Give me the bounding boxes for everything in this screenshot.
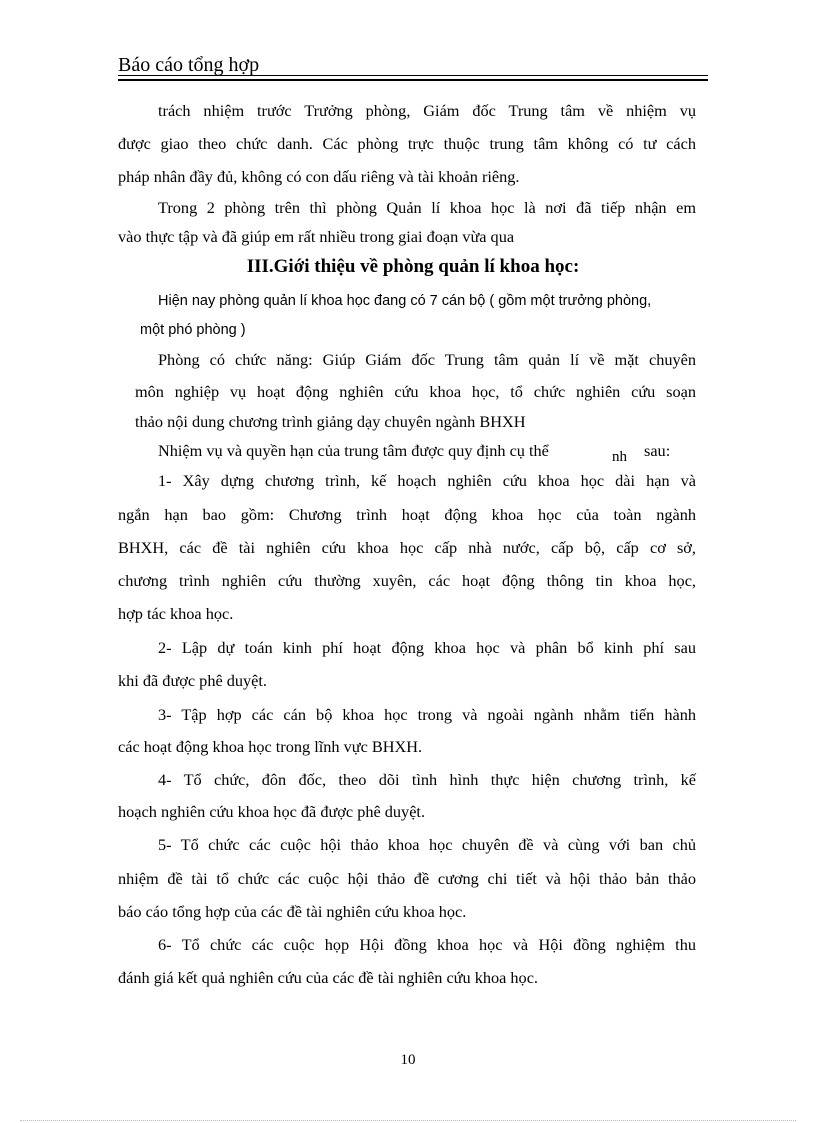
- page-header: [118, 52, 708, 80]
- text-line-subscript: nh: [612, 449, 627, 465]
- text-line: 4- Tổ chức, đôn đốc, theo dõi tình hình thực hiện chương trình, kế: [158, 770, 696, 789]
- text-line: ngắn hạn bao gồm: Chương trình hoạt động khoa học của toàn ngành: [118, 505, 696, 524]
- text-line: một phó phòng ): [140, 322, 246, 338]
- header-title: Báo cáo tổng hợp: [118, 54, 260, 76]
- text-line: hoạch nghiên cứu khoa học đã được phê duyệt.: [118, 802, 426, 821]
- text-line: đánh giá kết quả nghiên cứu của các đề tài nghiên cứu khoa học.: [118, 968, 538, 987]
- text-line: Trong 2 phòng trên thì phòng Quản lí khoa học là nơi đã tiếp nhận em: [158, 198, 696, 217]
- header-rule-thick: [118, 79, 708, 81]
- page-bottom-divider: [20, 1120, 796, 1121]
- text-line: vào thực tập và đã giúp em rất nhiều trong giai đoạn vừa qua: [118, 227, 515, 246]
- text-line: khi đã được phê duyệt.: [118, 671, 268, 690]
- text-line: hợp tác khoa học.: [118, 604, 234, 623]
- text-line: 2- Lập dự toán kinh phí hoạt động khoa học và phân bổ kinh phí sau: [158, 638, 696, 657]
- text-line: 3- Tập hợp các cán bộ khoa học trong và ngoài ngành nhằm tiến hành: [158, 705, 696, 724]
- text-line: sau:: [644, 441, 671, 460]
- page-number: 10: [400, 1052, 416, 1068]
- text-line: Nhiệm vụ và quyền hạn của trung tâm được quy định cụ thể: [158, 441, 549, 460]
- text-line: trách nhiệm trước Trưởng phòng, Giám đốc Trung tâm về nhiệm vụ: [158, 101, 696, 120]
- text-line: 6- Tổ chức các cuộc họp Hội đồng khoa học và Hội đồng nghiệm thu: [158, 935, 696, 954]
- section-heading: III.Giới thiệu về phòng quản lí khoa học:: [246, 256, 580, 277]
- text-line: Hiện nay phòng quản lí khoa học đang có 7 cán bộ ( gồm một trưởng phòng,: [158, 293, 652, 309]
- header-rule-thin: [118, 75, 708, 76]
- text-line: 5- Tổ chức các cuộc hội thảo khoa học chuyên đề và cùng với ban chủ: [158, 835, 696, 854]
- text-line: môn nghiệp vụ hoạt động nghiên cứu khoa học, tổ chức nghiên cứu soạn: [135, 382, 696, 401]
- text-line: Phòng có chức năng: Giúp Giám đốc Trung tâm quản lí về mặt chuyên: [158, 350, 696, 369]
- text-line: các hoạt động khoa học trong lĩnh vực BHXH.: [118, 737, 423, 756]
- text-line: BHXH, các đề tài nghiên cứu khoa học cấp nhà nước, cấp bộ, cấp cơ sở,: [118, 538, 696, 557]
- text-line: được giao theo chức danh. Các phòng trực thuộc trung tâm không có tư cách: [118, 134, 696, 153]
- text-line: 1- Xây dựng chương trình, kế hoạch nghiên cứu khoa học dài hạn và: [158, 471, 696, 490]
- text-line: báo cáo tổng hợp của các đề tài nghiên cứu khoa học.: [118, 902, 467, 921]
- text-line: chương trình nghiên cứu thường xuyên, các hoạt động thông tin khoa học,: [118, 571, 696, 590]
- text-line: pháp nhân đầy đủ, không có con dấu riêng và tài khoản riêng.: [118, 167, 520, 186]
- text-line: thảo nội dung chương trình giảng dạy chuyên ngành BHXH: [135, 412, 526, 431]
- text-line: nhiệm đề tài tổ chức các cuộc hội thảo đề cương chi tiết và hội thảo bản thảo: [118, 869, 696, 888]
